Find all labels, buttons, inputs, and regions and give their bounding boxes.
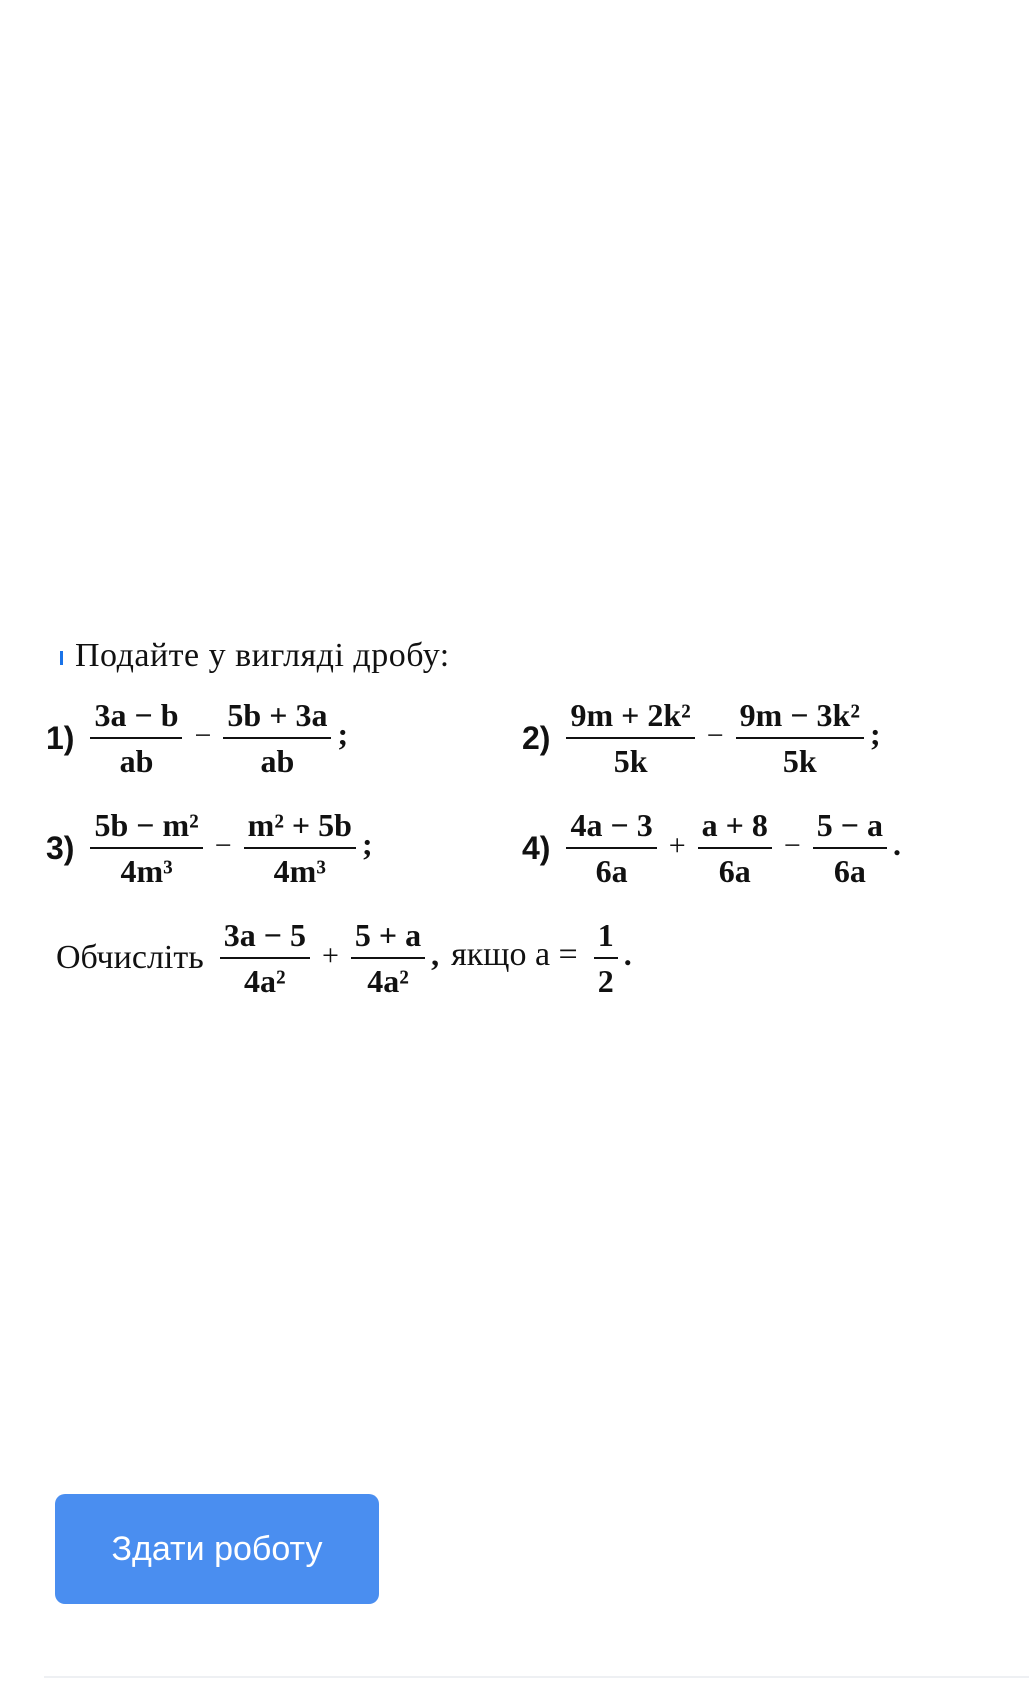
- fraction-numerator: 4a − 3: [566, 803, 656, 849]
- fraction: [223, 693, 331, 783]
- submit-work-button[interactable]: Здати роботу: [55, 1494, 379, 1604]
- fraction-denominator: 4a²: [367, 963, 409, 999]
- fraction: [90, 803, 202, 893]
- fraction: [220, 913, 310, 1003]
- task-heading-text: Подайте у вигляді дробу:: [75, 637, 450, 674]
- operator: −: [706, 719, 724, 753]
- fraction-numerator: 3a − 5: [220, 913, 310, 959]
- fraction: [90, 693, 182, 783]
- fraction-denominator: ab: [119, 743, 154, 779]
- exercise-label: 4): [522, 829, 551, 866]
- fraction: [594, 913, 618, 1003]
- fraction: [244, 803, 356, 893]
- exercise-item-4: [522, 803, 901, 893]
- fraction-denominator: 4m³: [273, 853, 326, 889]
- calculate-expression: [216, 913, 632, 1003]
- fraction-numerator: 5 − a: [813, 803, 887, 849]
- fraction-numerator: 5b + 3a: [223, 693, 331, 739]
- fraction-numerator: 1: [594, 913, 618, 959]
- fraction-denominator: 5k: [782, 743, 817, 779]
- exercise-label: 1): [46, 719, 75, 756]
- fraction-numerator: 9m − 3k²: [736, 693, 864, 739]
- exercise-expression: [86, 693, 348, 783]
- fraction: [566, 693, 694, 783]
- fraction: [351, 913, 425, 1003]
- fraction-numerator: 5 + a: [351, 913, 425, 959]
- exercise-label: 2): [522, 719, 551, 756]
- fraction-denominator: 6a: [718, 853, 751, 889]
- task-image: [40, 625, 1000, 1025]
- calculate-prefix: Обчисліть: [56, 939, 204, 976]
- operator: +: [321, 939, 339, 973]
- fraction-denominator: 2: [597, 963, 614, 999]
- fraction-numerator: a + 8: [698, 803, 772, 849]
- fraction-numerator: 3a − b: [90, 693, 182, 739]
- fraction: [736, 693, 864, 783]
- fraction-denominator: ab: [260, 743, 295, 779]
- condition-text: якщо a =: [451, 936, 578, 974]
- task-heading: [60, 637, 450, 675]
- operator: +: [668, 829, 686, 863]
- fraction-denominator: 5k: [613, 743, 648, 779]
- fraction-numerator: m² + 5b: [244, 803, 356, 849]
- fraction-denominator: 6a: [595, 853, 628, 889]
- calculate-item: [56, 913, 632, 1003]
- fraction: [566, 803, 656, 893]
- exercise-expression: [86, 803, 372, 893]
- punctuation: ;: [361, 826, 373, 863]
- exercise-label: 3): [46, 829, 75, 866]
- punctuation: ,: [431, 936, 440, 973]
- fraction: [813, 803, 887, 893]
- fraction-denominator: 4a²: [244, 963, 286, 999]
- exercise-item-3: [46, 803, 373, 893]
- operator: −: [194, 719, 212, 753]
- fraction-denominator: 6a: [833, 853, 866, 889]
- exercise-item-1: [46, 693, 348, 783]
- operator: −: [783, 829, 801, 863]
- fraction-numerator: 5b − m²: [90, 803, 202, 849]
- fraction-denominator: 4m³: [120, 853, 173, 889]
- punctuation: .: [893, 826, 901, 863]
- operator: −: [214, 829, 232, 863]
- bullet-marker: [60, 651, 63, 665]
- exercise-expression: [562, 693, 880, 783]
- punctuation: ;: [869, 716, 881, 753]
- exercise-expression: [562, 803, 901, 893]
- fraction-numerator: 9m + 2k²: [566, 693, 694, 739]
- fraction: [698, 803, 772, 893]
- punctuation: ;: [337, 716, 349, 753]
- exercise-item-2: [522, 693, 881, 783]
- punctuation: .: [623, 936, 632, 973]
- bottom-divider: [44, 1676, 1029, 1678]
